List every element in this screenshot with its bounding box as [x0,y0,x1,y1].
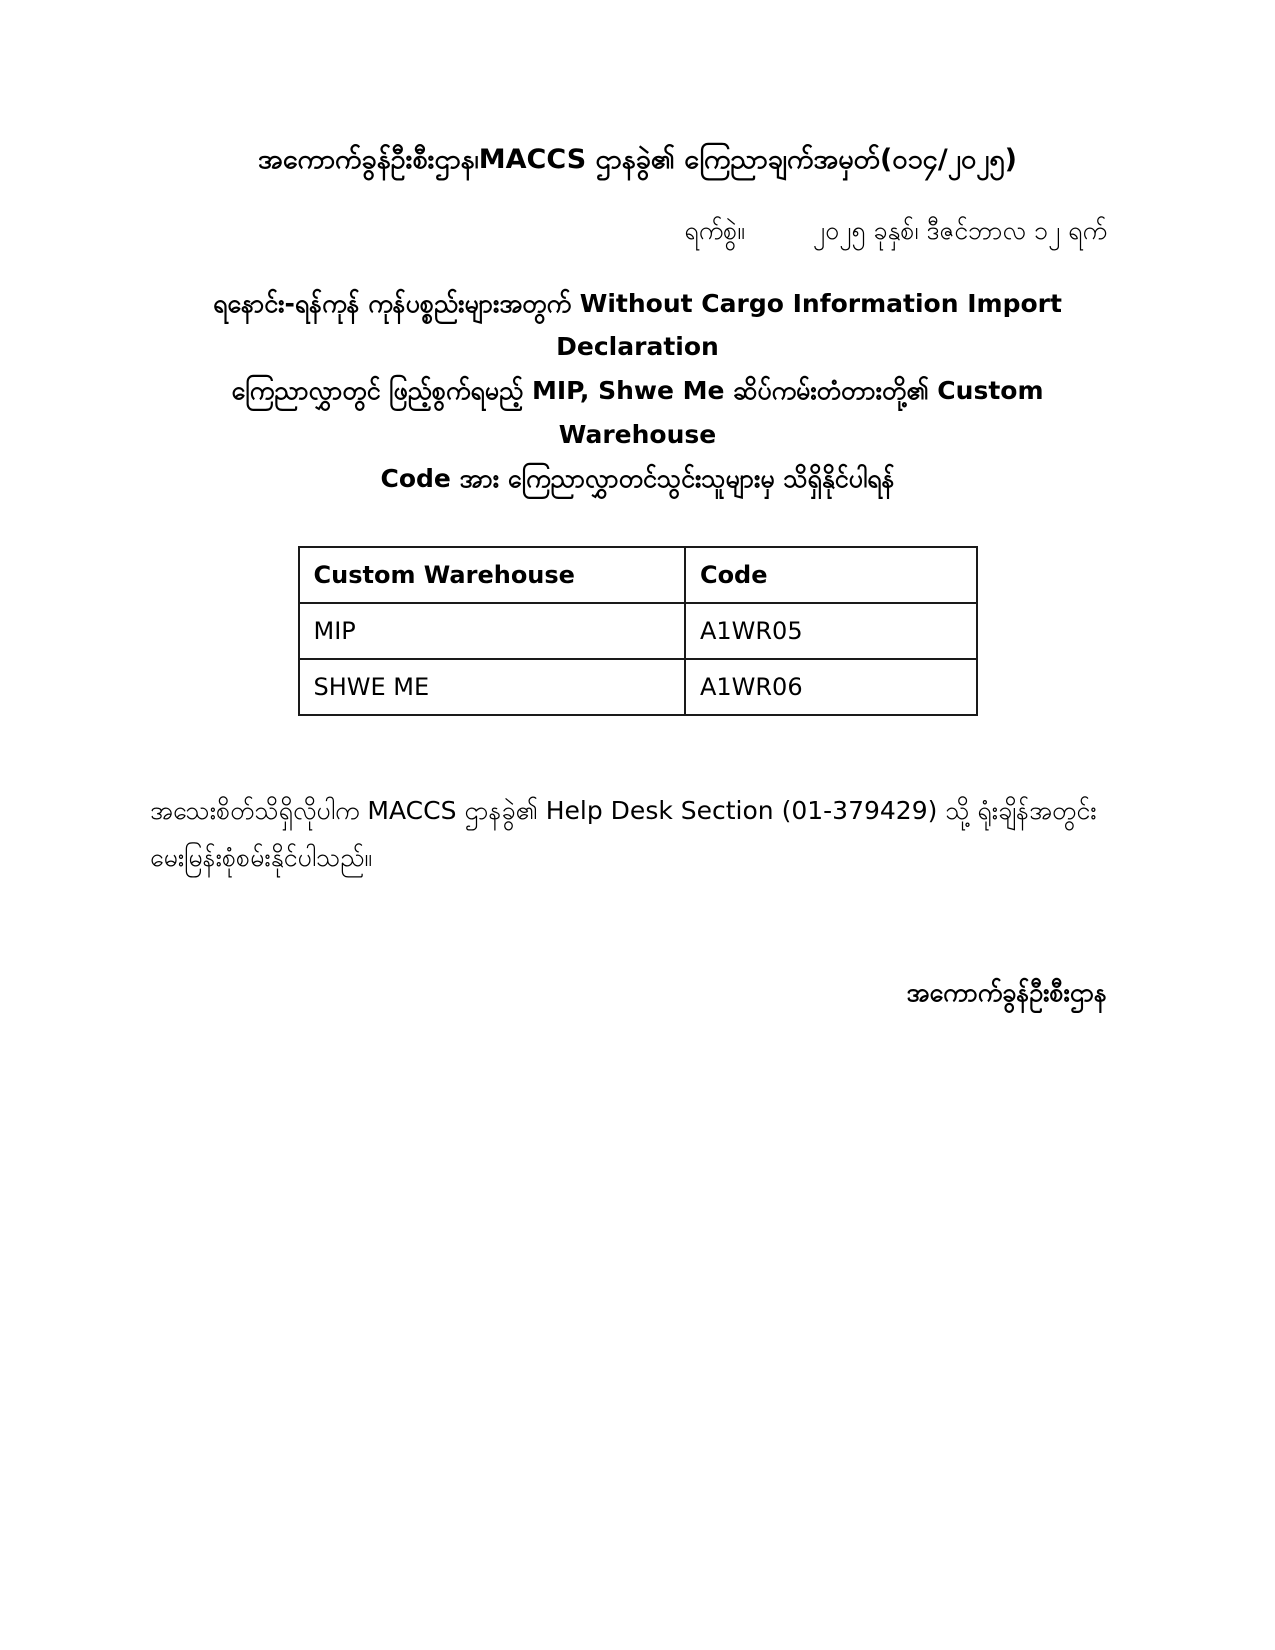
subject-line-1: ရနောင်း-ရန်ကုန် ကုန်ပစ္စည်းများအတွက် Without Cargo Information Import Declaration [213,288,1062,362]
custom-warehouse-table-wrap [150,546,1125,716]
table-cell-code: A1WR06 [685,659,977,715]
subject-block [150,282,1125,501]
subject-line-2: ကြေညာလွှာတွင် ဖြည့်စွက်ရမည့် MIP, Shwe Me ဆိပ်ကမ်းတံတားတို့၏ Custom Warehouse [231,376,1044,449]
table-row [299,603,977,659]
table-row [299,659,977,715]
table-header-code: Code [685,547,977,603]
page-title: အကောက်ခွန်ဦးစီးဌာန၊MACCS ဌာနခွဲ၏ ကြေညာချက်အမှတ်(၀၁၄/၂၀၂၅) [258,144,1017,175]
body-paragraph: အသေးစိတ်သိရှိလိုပါက MACCS ဌာနခွဲ၏ Help Desk Section (01-379429) သို့ ရုံးချိန်အတွင်း မေးမြန်းစုံစမ်းနိုင်ပါသည်။ [150,796,1097,872]
table-cell-warehouse: SHWE ME [299,659,685,715]
signature-block: အကောက်ခွန်ဦးစီးဌာန [906,977,1107,1007]
table-header-warehouse: Custom Warehouse [299,547,685,603]
table-header-row [299,547,977,603]
table-cell-code: A1WR05 [685,603,977,659]
date-label: ရက်စွဲ။ [684,215,745,245]
date-row [150,215,1125,252]
table-cell-warehouse: MIP [299,603,685,659]
custom-warehouse-table [298,546,978,716]
date-value: ၂၀၂၅ ခုနှစ်၊ ဒီဇင်ဘာလ ၁၂ ရက် [812,215,1107,245]
subject-line-3: Code အား ကြေညာလွှာတင်သွင်းသူများမှ သိရှိနိုင်ပါရန် [380,463,895,493]
